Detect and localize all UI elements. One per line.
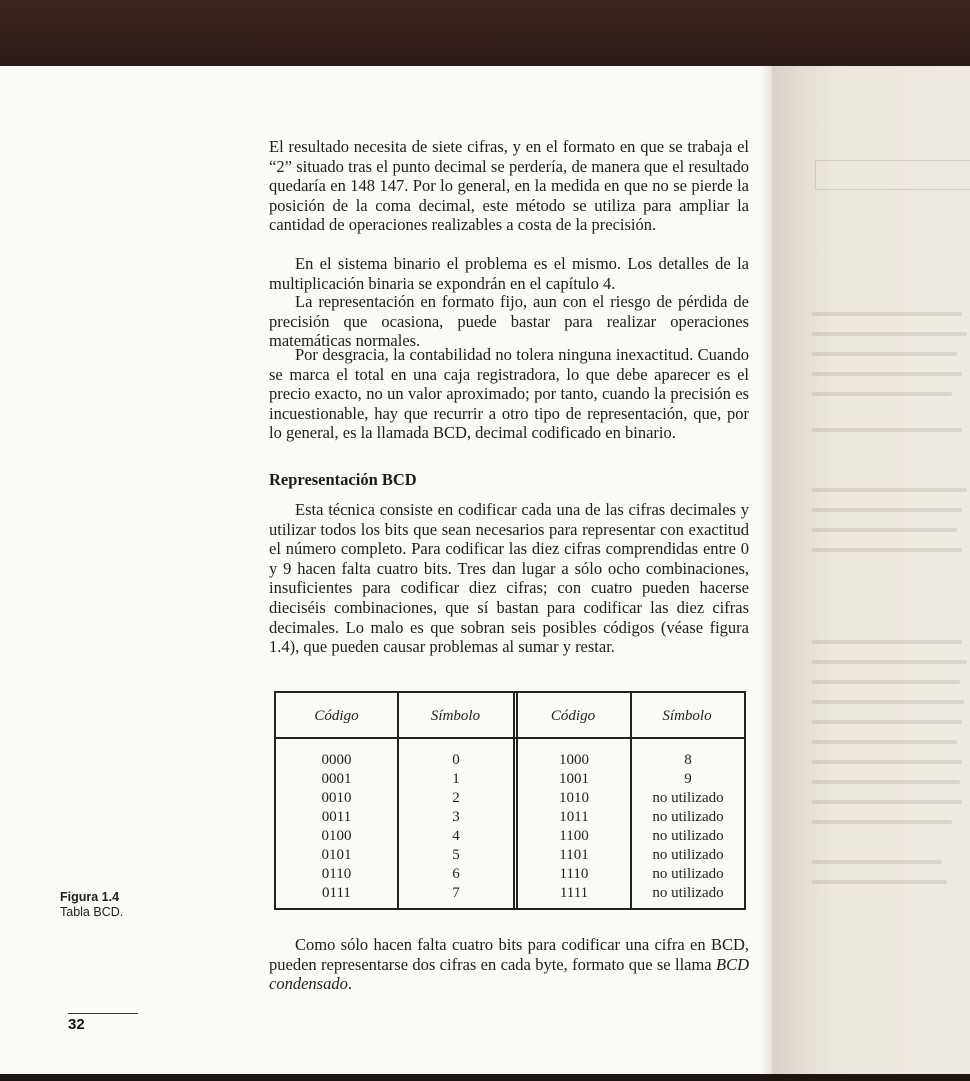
table-cell: 1000 xyxy=(559,752,589,768)
table-cell: 1001 xyxy=(559,771,589,787)
bcd-table xyxy=(274,691,746,910)
facing-page-show-through-line xyxy=(812,860,942,864)
table-cell: 1111 xyxy=(559,885,589,901)
facing-page-show-through-line xyxy=(812,332,967,336)
table-header-row xyxy=(276,693,744,739)
paragraph-6 xyxy=(269,935,749,994)
table-cell: 3 xyxy=(452,809,460,825)
table-cell: 0 xyxy=(452,752,460,768)
column-right-codes xyxy=(518,751,630,903)
table-cell: no utilizado xyxy=(652,828,724,844)
table-cell: 1011 xyxy=(559,809,589,825)
header-codigo-left: Código xyxy=(314,708,359,724)
table-cell: 0001 xyxy=(321,771,352,787)
facing-page-show-through-line xyxy=(812,800,962,804)
facing-page-show-through-line xyxy=(812,488,967,492)
table-cell: 1101 xyxy=(559,847,589,863)
facing-page-show-through-line xyxy=(812,508,962,512)
facing-page-show-through-line xyxy=(812,372,962,376)
paragraph-5: Esta técnica consiste en codificar cada una de las cifras decimales y utilizar todos los bits que sean necesarios para representar con exactitud el número completo. Para codificar las diez cifras comprendidas entre 0 y 9 hacen falta cuatro bits. Tres dan lugar a sólo ocho combinaciones, insuficientes para codificar diez cifras; con cuatro pueden hacerse dieciséis combinaciones, que sí bastan para codificar las diez cifras decimales. Lo malo es que sobran seis posibles códigos (véase figura 1.4), que pueden causar problemas al sumar y restar. xyxy=(269,500,749,657)
facing-page-show-through-line xyxy=(812,680,960,684)
facing-page-show-through-line xyxy=(812,640,962,644)
table-cell: no utilizado xyxy=(652,847,724,863)
paragraph-2: En el sistema binario el problema es el mismo. Los detalles de la multiplicación binaria se expondrán en el capítulo 4. xyxy=(269,254,749,293)
column-right-symbols xyxy=(632,751,744,903)
header-codigo-right: Código xyxy=(550,708,596,724)
page-number-rule xyxy=(68,1013,138,1014)
column-left-symbols xyxy=(399,751,513,903)
table-cell: 1010 xyxy=(559,790,589,806)
scan-top-border xyxy=(0,0,970,66)
facing-page-show-through-line xyxy=(812,820,952,824)
facing-page-show-through-line xyxy=(812,312,962,316)
table-cell: 1110 xyxy=(559,866,589,882)
header-simbolo-right: Símbolo xyxy=(662,708,712,724)
column-left-codes xyxy=(276,751,397,903)
table-cell: 5 xyxy=(452,847,460,863)
table-cell: 7 xyxy=(452,885,460,901)
page-number: 32 xyxy=(68,1016,85,1033)
facing-page-show-through-line xyxy=(812,428,962,432)
paragraph-1: El resultado necesita de siete cifras, y en el formato en que se trabaja el “2” situado tras el punto decimal se perdería, de manera que el resultado quedaría en 148 147. Por lo general, en la medida en que no se pierde la posición de la coma decimal, este método se utiliza para ampliar la cantidad de operaciones realizables a costa de la precisión. xyxy=(269,137,749,235)
table-cell: 0110 xyxy=(321,866,352,882)
facing-page-show-through-line xyxy=(812,780,960,784)
table-cell: 2 xyxy=(452,790,460,806)
table-cell: no utilizado xyxy=(652,790,724,806)
scan-bottom-border xyxy=(0,1074,970,1081)
table-cell: 1100 xyxy=(559,828,589,844)
table-cell: 0000 xyxy=(321,752,352,768)
paragraph-6-end: . xyxy=(347,974,352,994)
table-cell: 0111 xyxy=(322,885,351,901)
facing-page-show-through-line xyxy=(812,760,962,764)
table-cell: 0010 xyxy=(321,790,352,806)
table-cell: 4 xyxy=(452,828,460,844)
facing-page-show-through-line xyxy=(812,700,964,704)
facing-page-show-through-line xyxy=(812,548,962,552)
table-cell: no utilizado xyxy=(652,866,724,882)
facing-page-show-through-line xyxy=(812,528,957,532)
table-cell: 9 xyxy=(684,771,692,787)
table-cell: 6 xyxy=(452,866,460,882)
figure-caption-title: Figura 1.4 xyxy=(60,890,120,904)
facing-page-show-through-line xyxy=(812,880,947,884)
facing-page-show-through-line xyxy=(812,660,967,664)
table-cell: 1 xyxy=(452,771,460,787)
header-simbolo-left: Símbolo xyxy=(430,708,481,724)
table-cell: no utilizado xyxy=(652,809,724,825)
paragraph-6-emphasis: BCD condensado xyxy=(269,954,749,994)
figure-caption-text: Tabla BCD. xyxy=(60,905,124,919)
facing-page-show-through-line xyxy=(812,392,952,396)
facing-page-edge xyxy=(772,66,970,1074)
table-cell: 0101 xyxy=(321,847,352,863)
facing-page-show-through-line xyxy=(812,720,962,724)
section-heading: Representación BCD xyxy=(269,470,417,489)
table-cell: no utilizado xyxy=(652,885,724,901)
table-cell: 8 xyxy=(684,752,692,768)
paragraph-4: Por desgracia, la contabilidad no tolera ninguna inexactitud. Cuando se marca el total en una caja registradora, lo que debe aparecer es el precio exacto, no un valor aproximado; por tanto, cuando la precisión es incuestionable, hay que recurrir a otro tipo de representación, que, por lo general, es la llamada BCD, decimal codificado en binario. xyxy=(269,345,749,443)
facing-page-show-through-line xyxy=(812,352,957,356)
table-cell: 0100 xyxy=(321,828,352,844)
paragraph-3: La representación en formato fijo, aun con el riesgo de pérdida de precisión que ocasiona, puede bastar para realizar operaciones matemáticas normales. xyxy=(269,292,749,351)
paragraph-6-text: Como sólo hacen falta cuatro bits para codificar una cifra en BCD, pueden representarse dos cifras en cada byte, formato que se llama xyxy=(269,935,749,974)
facing-page-show-through-line xyxy=(812,740,957,744)
facing-page-show-through-box xyxy=(815,160,970,190)
table-cell: 0011 xyxy=(321,809,352,825)
